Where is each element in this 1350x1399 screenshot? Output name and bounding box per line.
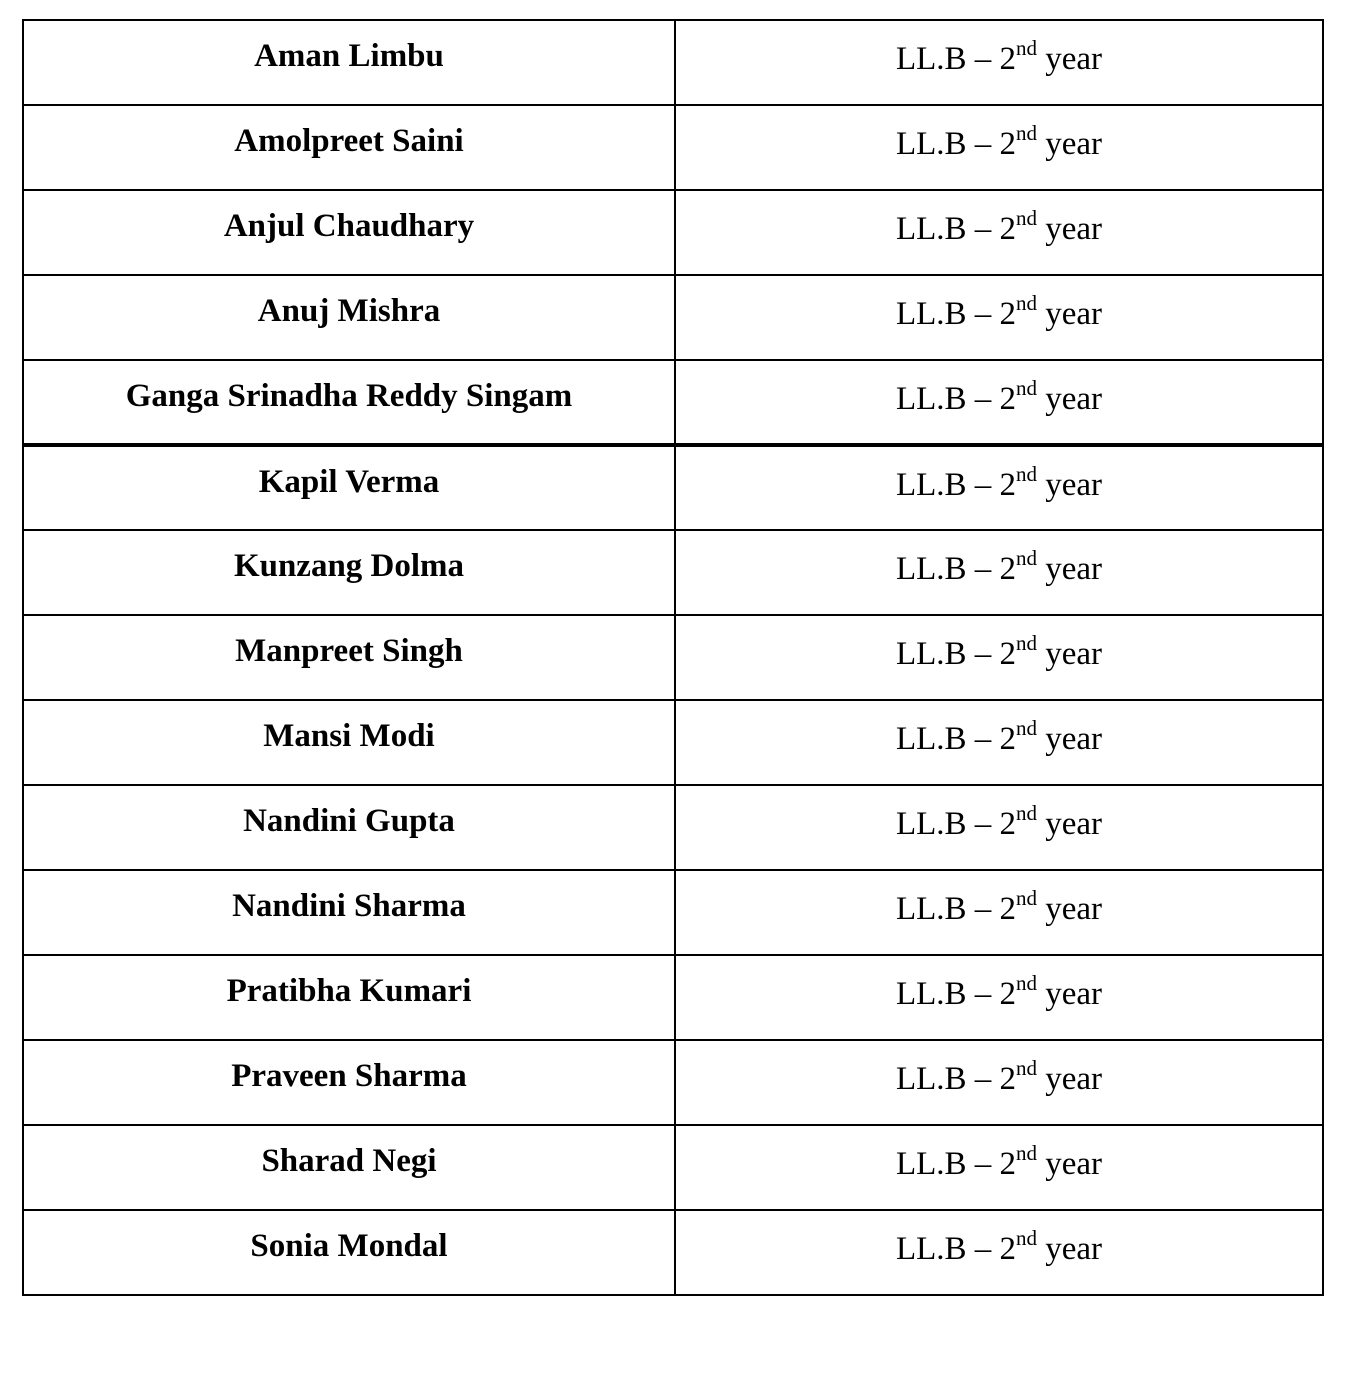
student-table-container (22, 19, 1324, 1296)
year-text: year (1037, 41, 1103, 77)
student-name: Kunzang Dolma (23, 530, 675, 615)
table-row (23, 530, 1323, 615)
year-text: year (1037, 296, 1103, 332)
year-text: year (1037, 211, 1103, 247)
ordinal-suffix: nd (1016, 376, 1038, 400)
year-text: year (1037, 1231, 1103, 1267)
course-year (675, 190, 1323, 275)
student-name: Nandini Sharma (23, 870, 675, 955)
ordinal-suffix: nd (1016, 971, 1038, 995)
ordinal-suffix: nd (1016, 121, 1038, 145)
course-year (675, 700, 1323, 785)
course-text: LL.B – 2 (895, 126, 1017, 162)
course-year (675, 445, 1323, 530)
course-year (675, 20, 1323, 105)
year-text: year (1037, 636, 1103, 672)
ordinal-suffix: nd (1016, 206, 1038, 230)
year-text: year (1037, 126, 1103, 162)
year-text: year (1037, 1146, 1103, 1182)
year-text: year (1037, 551, 1103, 587)
course-text: LL.B – 2 (895, 211, 1017, 247)
course-text: LL.B – 2 (895, 806, 1017, 842)
table-row (23, 700, 1323, 785)
course-year (675, 1210, 1323, 1295)
student-name: Sonia Mondal (23, 1210, 675, 1295)
year-text: year (1037, 467, 1103, 503)
table-row (23, 445, 1323, 530)
table-row (23, 1040, 1323, 1125)
student-name: Anjul Chaudhary (23, 190, 675, 275)
table-row (23, 615, 1323, 700)
year-text: year (1037, 381, 1103, 417)
student-name: Amolpreet Saini (23, 105, 675, 190)
course-text: LL.B – 2 (895, 296, 1017, 332)
year-text: year (1037, 1061, 1103, 1097)
year-text: year (1037, 806, 1103, 842)
course-text: LL.B – 2 (895, 891, 1017, 927)
course-text: LL.B – 2 (895, 1146, 1017, 1182)
ordinal-suffix: nd (1016, 801, 1038, 825)
course-year (675, 275, 1323, 360)
course-year (675, 530, 1323, 615)
student-name: Praveen Sharma (23, 1040, 675, 1125)
student-table (22, 19, 1324, 1296)
student-name: Kapil Verma (23, 445, 675, 530)
course-year (675, 105, 1323, 190)
ordinal-suffix: nd (1016, 546, 1038, 570)
course-text: LL.B – 2 (895, 1061, 1017, 1097)
ordinal-suffix: nd (1016, 1226, 1038, 1250)
year-text: year (1037, 976, 1103, 1012)
course-text: LL.B – 2 (895, 41, 1017, 77)
student-name: Nandini Gupta (23, 785, 675, 870)
table-row (23, 785, 1323, 870)
student-name: Ganga Srinadha Reddy Singam (23, 360, 675, 445)
table-row (23, 1125, 1323, 1210)
course-text: LL.B – 2 (895, 467, 1017, 503)
course-year (675, 785, 1323, 870)
course-text: LL.B – 2 (895, 1231, 1017, 1267)
course-year (675, 1040, 1323, 1125)
course-year (675, 955, 1323, 1040)
ordinal-suffix: nd (1016, 716, 1038, 740)
course-year (675, 360, 1323, 445)
ordinal-suffix: nd (1016, 36, 1038, 60)
table-row (23, 105, 1323, 190)
student-name: Anuj Mishra (23, 275, 675, 360)
ordinal-suffix: nd (1016, 1056, 1038, 1080)
student-name: Pratibha Kumari (23, 955, 675, 1040)
course-text: LL.B – 2 (895, 551, 1017, 587)
student-name: Manpreet Singh (23, 615, 675, 700)
course-text: LL.B – 2 (895, 381, 1017, 417)
table-row (23, 360, 1323, 445)
course-text: LL.B – 2 (895, 721, 1017, 757)
table-row (23, 870, 1323, 955)
ordinal-suffix: nd (1016, 886, 1038, 910)
year-text: year (1037, 721, 1103, 757)
ordinal-suffix: nd (1016, 1141, 1038, 1165)
table-row (23, 20, 1323, 105)
student-name: Aman Limbu (23, 20, 675, 105)
table-row (23, 190, 1323, 275)
ordinal-suffix: nd (1016, 462, 1038, 486)
ordinal-suffix: nd (1016, 291, 1038, 315)
course-year (675, 1125, 1323, 1210)
student-name: Mansi Modi (23, 700, 675, 785)
year-text: year (1037, 891, 1103, 927)
student-table-body (23, 20, 1323, 1295)
table-row (23, 955, 1323, 1040)
table-row (23, 1210, 1323, 1295)
course-text: LL.B – 2 (895, 976, 1017, 1012)
course-year (675, 615, 1323, 700)
course-year (675, 870, 1323, 955)
student-name: Sharad Negi (23, 1125, 675, 1210)
table-row (23, 275, 1323, 360)
ordinal-suffix: nd (1016, 631, 1038, 655)
course-text: LL.B – 2 (895, 636, 1017, 672)
